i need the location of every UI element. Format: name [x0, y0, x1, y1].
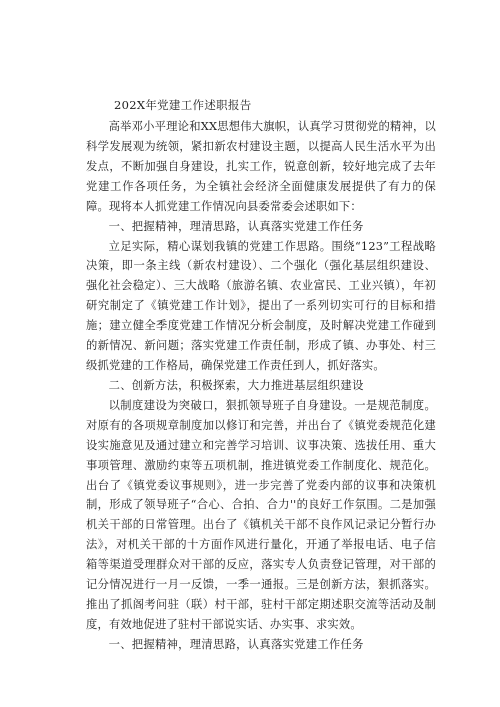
section-3-heading: 一、把握精神，理清思路，认真落实党建工作任务 — [108, 637, 364, 651]
section-1-paragraph: 立足实际，精心谋划我镇的党建工作思路。围绕“123”工程战略决策，即一条主线（新农村建设）、二个强化（强化基层组织建设、强化社会稳定）、三大战略（旅游名镇、农业富民、工业兴镇），年初研究制定了《镇党建工作计划》，提出了一系列切实可行的目标和措施；建立健全季度党建工作情况分析会制度，及时解决党建工作碰到的新情况、新问题；落实党建工作责任制，形成了镇、办事处、村三级抓党建的工作格局，确保党建工作责任到人，抓好落实。 — [86, 239, 436, 372]
section-2-paragraph: 以制度建设为突破口，狠抓领导班子自身建设。一是规范制度。对原有的各项规章制度加以修订和完善，并出台了《镇党委规范化建设实施意见及通过建立和完善学习培训、议事决策、选拔任用、重大事项管理、激励约束等五项机制，推进镇党委工作制度化、规范化。出台了《镇党委议事规则》，进一步完善了党委内部的议事和决策机制，形成了领导班子“合心、合拍、合力''的良好工作氛围。二是加强机关干部的日常管理。出台了《镇机关干部不良作风记录记分暂行办法》，对机关干部的十方面作风进行量化，开通了举报电话、电子信箱等渠道受理群众对干部的反应，落实专人负责登记管理，对干部的记分情况进行一月一反馈，一季一通报。三是创新方法，狠抓落实。推出了抓阁考问驻（联）村干部，驻村干部定期述职交流等活动及制度，有效地促进了驻村干部说实话、办实事、求实效。 — [86, 398, 436, 631]
section-1-heading: 一、把握精神，理清思路，认真落实党建工作任务 — [108, 219, 364, 233]
document-title: 202X年党建工作述职报告 — [114, 98, 252, 112]
section-2-heading: 二、创新方法，积极探索，大力推进基层组织建设 — [108, 378, 364, 392]
intro-paragraph: 高举邓小平理论和XX思想伟大旗帜，认真学习贯彻党的精神，以科学发展观为统领，紧扣新农村建设主题，以提高人民生活水平为出发点，不断加强自身建设，扎实工作，锐意创新，较好地完成了去年党建工作各项任务，为全镇社会经济全面健康发展提供了有力的保障。现将本人抓党建工作情况向县委常委会述职如下： — [86, 120, 436, 213]
